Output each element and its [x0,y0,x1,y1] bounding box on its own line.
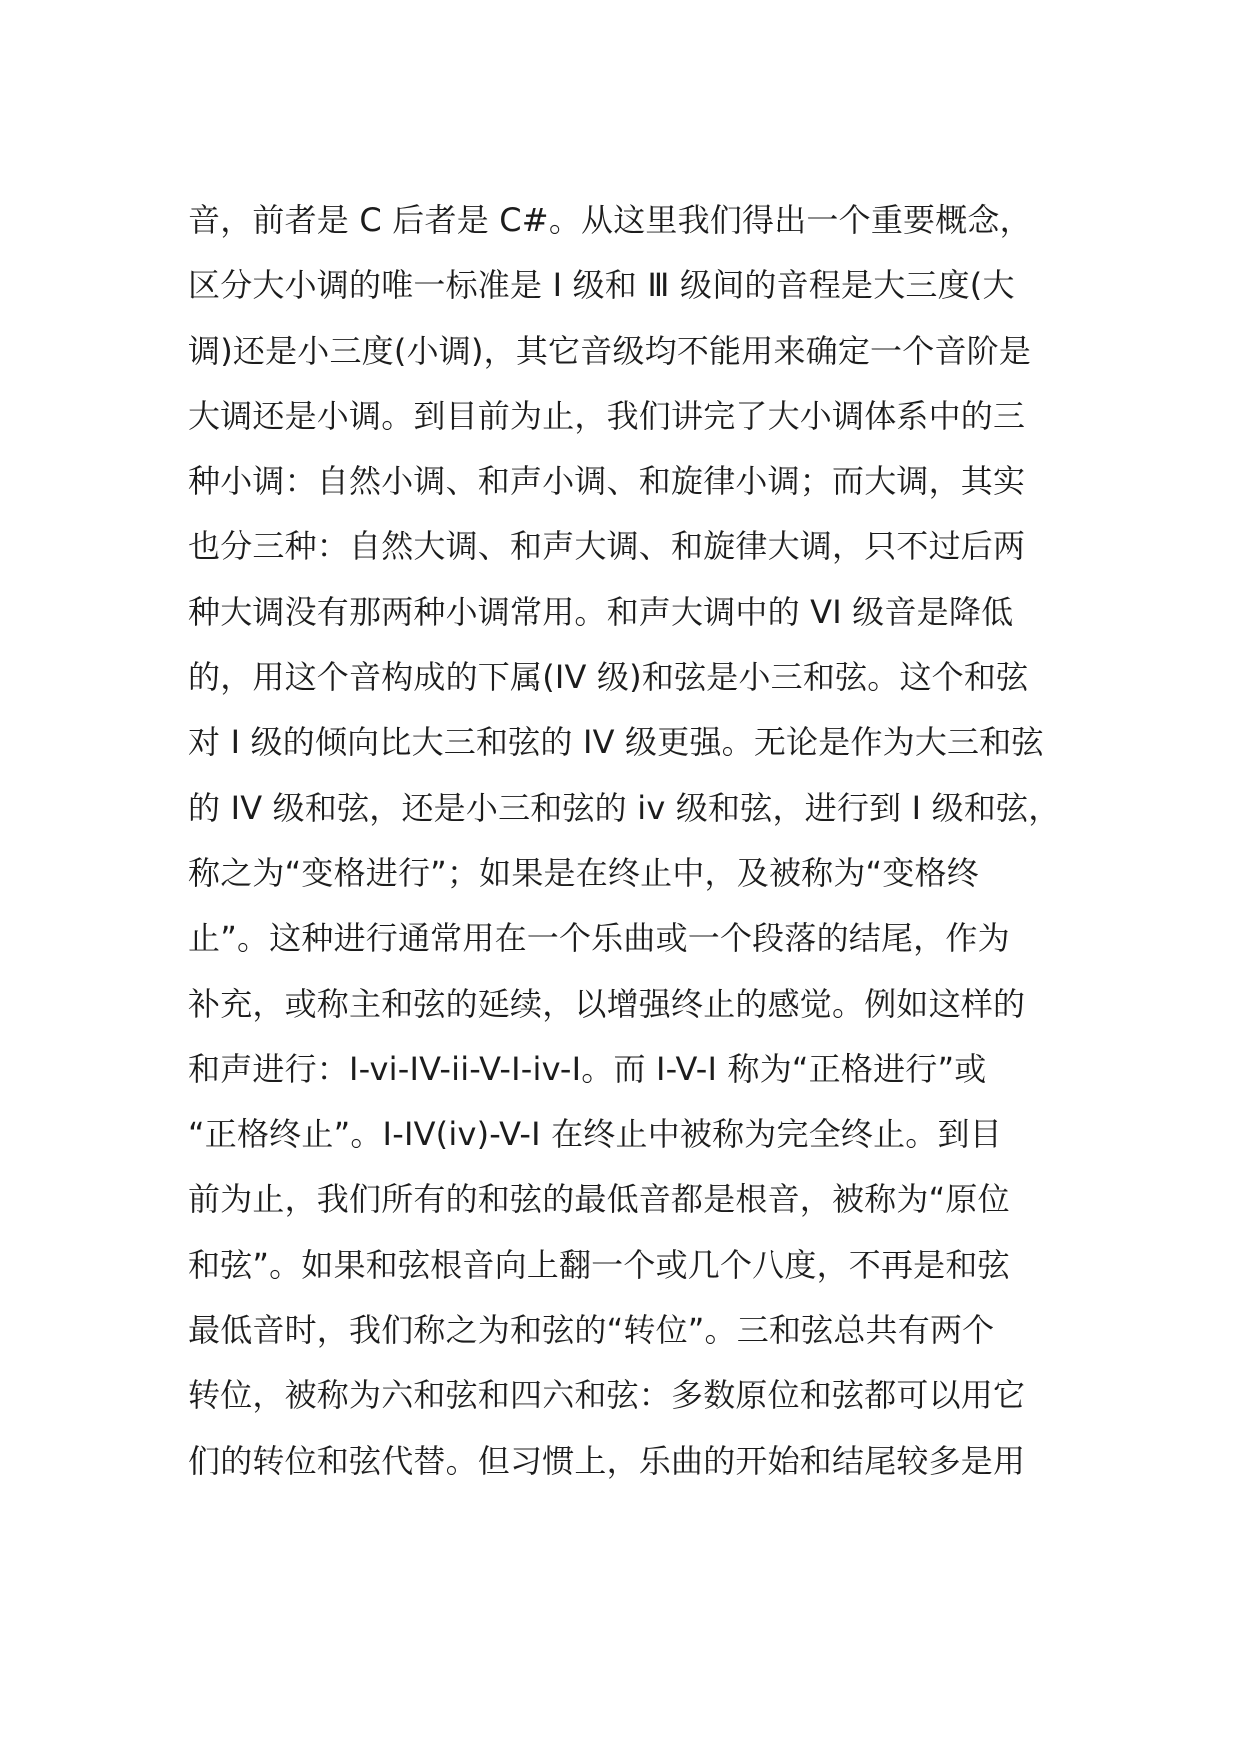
text-line: 区分大小调的唯一标准是 I 级和 Ⅲ 级间的音程是大三度(大 [188,266,1015,305]
text-line: 们的转位和弦代替。但习惯上，乐曲的开始和结尾较多是用 [188,1441,1026,1480]
text-line: 补充，或称主和弦的延续，以增强终止的感觉。例如这样的 [188,984,1026,1023]
text-line: 的 IV 级和弦，还是小三和弦的 iv 级和弦，进行到 I 级和弦， [188,788,1061,827]
text-line: 最低音时，我们称之为和弦的“转位”。三和弦总共有两个 [188,1311,995,1350]
text-line: 对 I 级的倾向比大三和弦的 IV 级更强。无论是作为大三和弦 [188,723,1044,762]
text-line: 称之为“变格进行”；如果是在终止中，及被称为“变格终 [188,853,979,892]
text-line: 和弦”。如果和弦根音向上翻一个或几个八度，不再是和弦 [188,1245,1010,1284]
text-line: 调)还是小三度(小调)，其它音级均不能用来确定一个音阶是 [188,331,1032,370]
text-line: “正格终止”。I-IV(iv)-V-I 在终止中被称为完全终止。到目 [188,1115,1002,1154]
text-line: 前为止，我们所有的和弦的最低音都是根音，被称为“原位 [188,1180,1010,1219]
text-line: 和声进行：I-vi-IV-ii-V-I-iv-I。而 I-V-I 称为“正格进行”或 [188,1049,987,1088]
text-line: 也分三种：自然大调、和声大调、和旋律大调，只不过后两 [188,527,1026,566]
text-line: 止”。这种进行通常用在一个乐曲或一个段落的结尾，作为 [188,919,1010,958]
text-line: 种小调：自然小调、和声小调、和旋律小调；而大调，其实 [188,462,1026,501]
text-line: 的，用这个音构成的下属(IV 级)和弦是小三和弦。这个和弦 [188,658,1029,697]
body-text [188,201,1068,1494]
text-line: 种大调没有那两种小调常用。和声大调中的 VI 级音是降低 [188,592,1014,631]
text-line: 大调还是小调。到目前为止，我们讲完了大小调体系中的三 [188,396,1026,435]
text-line: 转位，被称为六和弦和四六和弦：多数原位和弦都可以用它 [188,1376,1026,1415]
text-line: 音，前者是 C 后者是 C#。从这里我们得出一个重要概念， [188,201,1032,239]
